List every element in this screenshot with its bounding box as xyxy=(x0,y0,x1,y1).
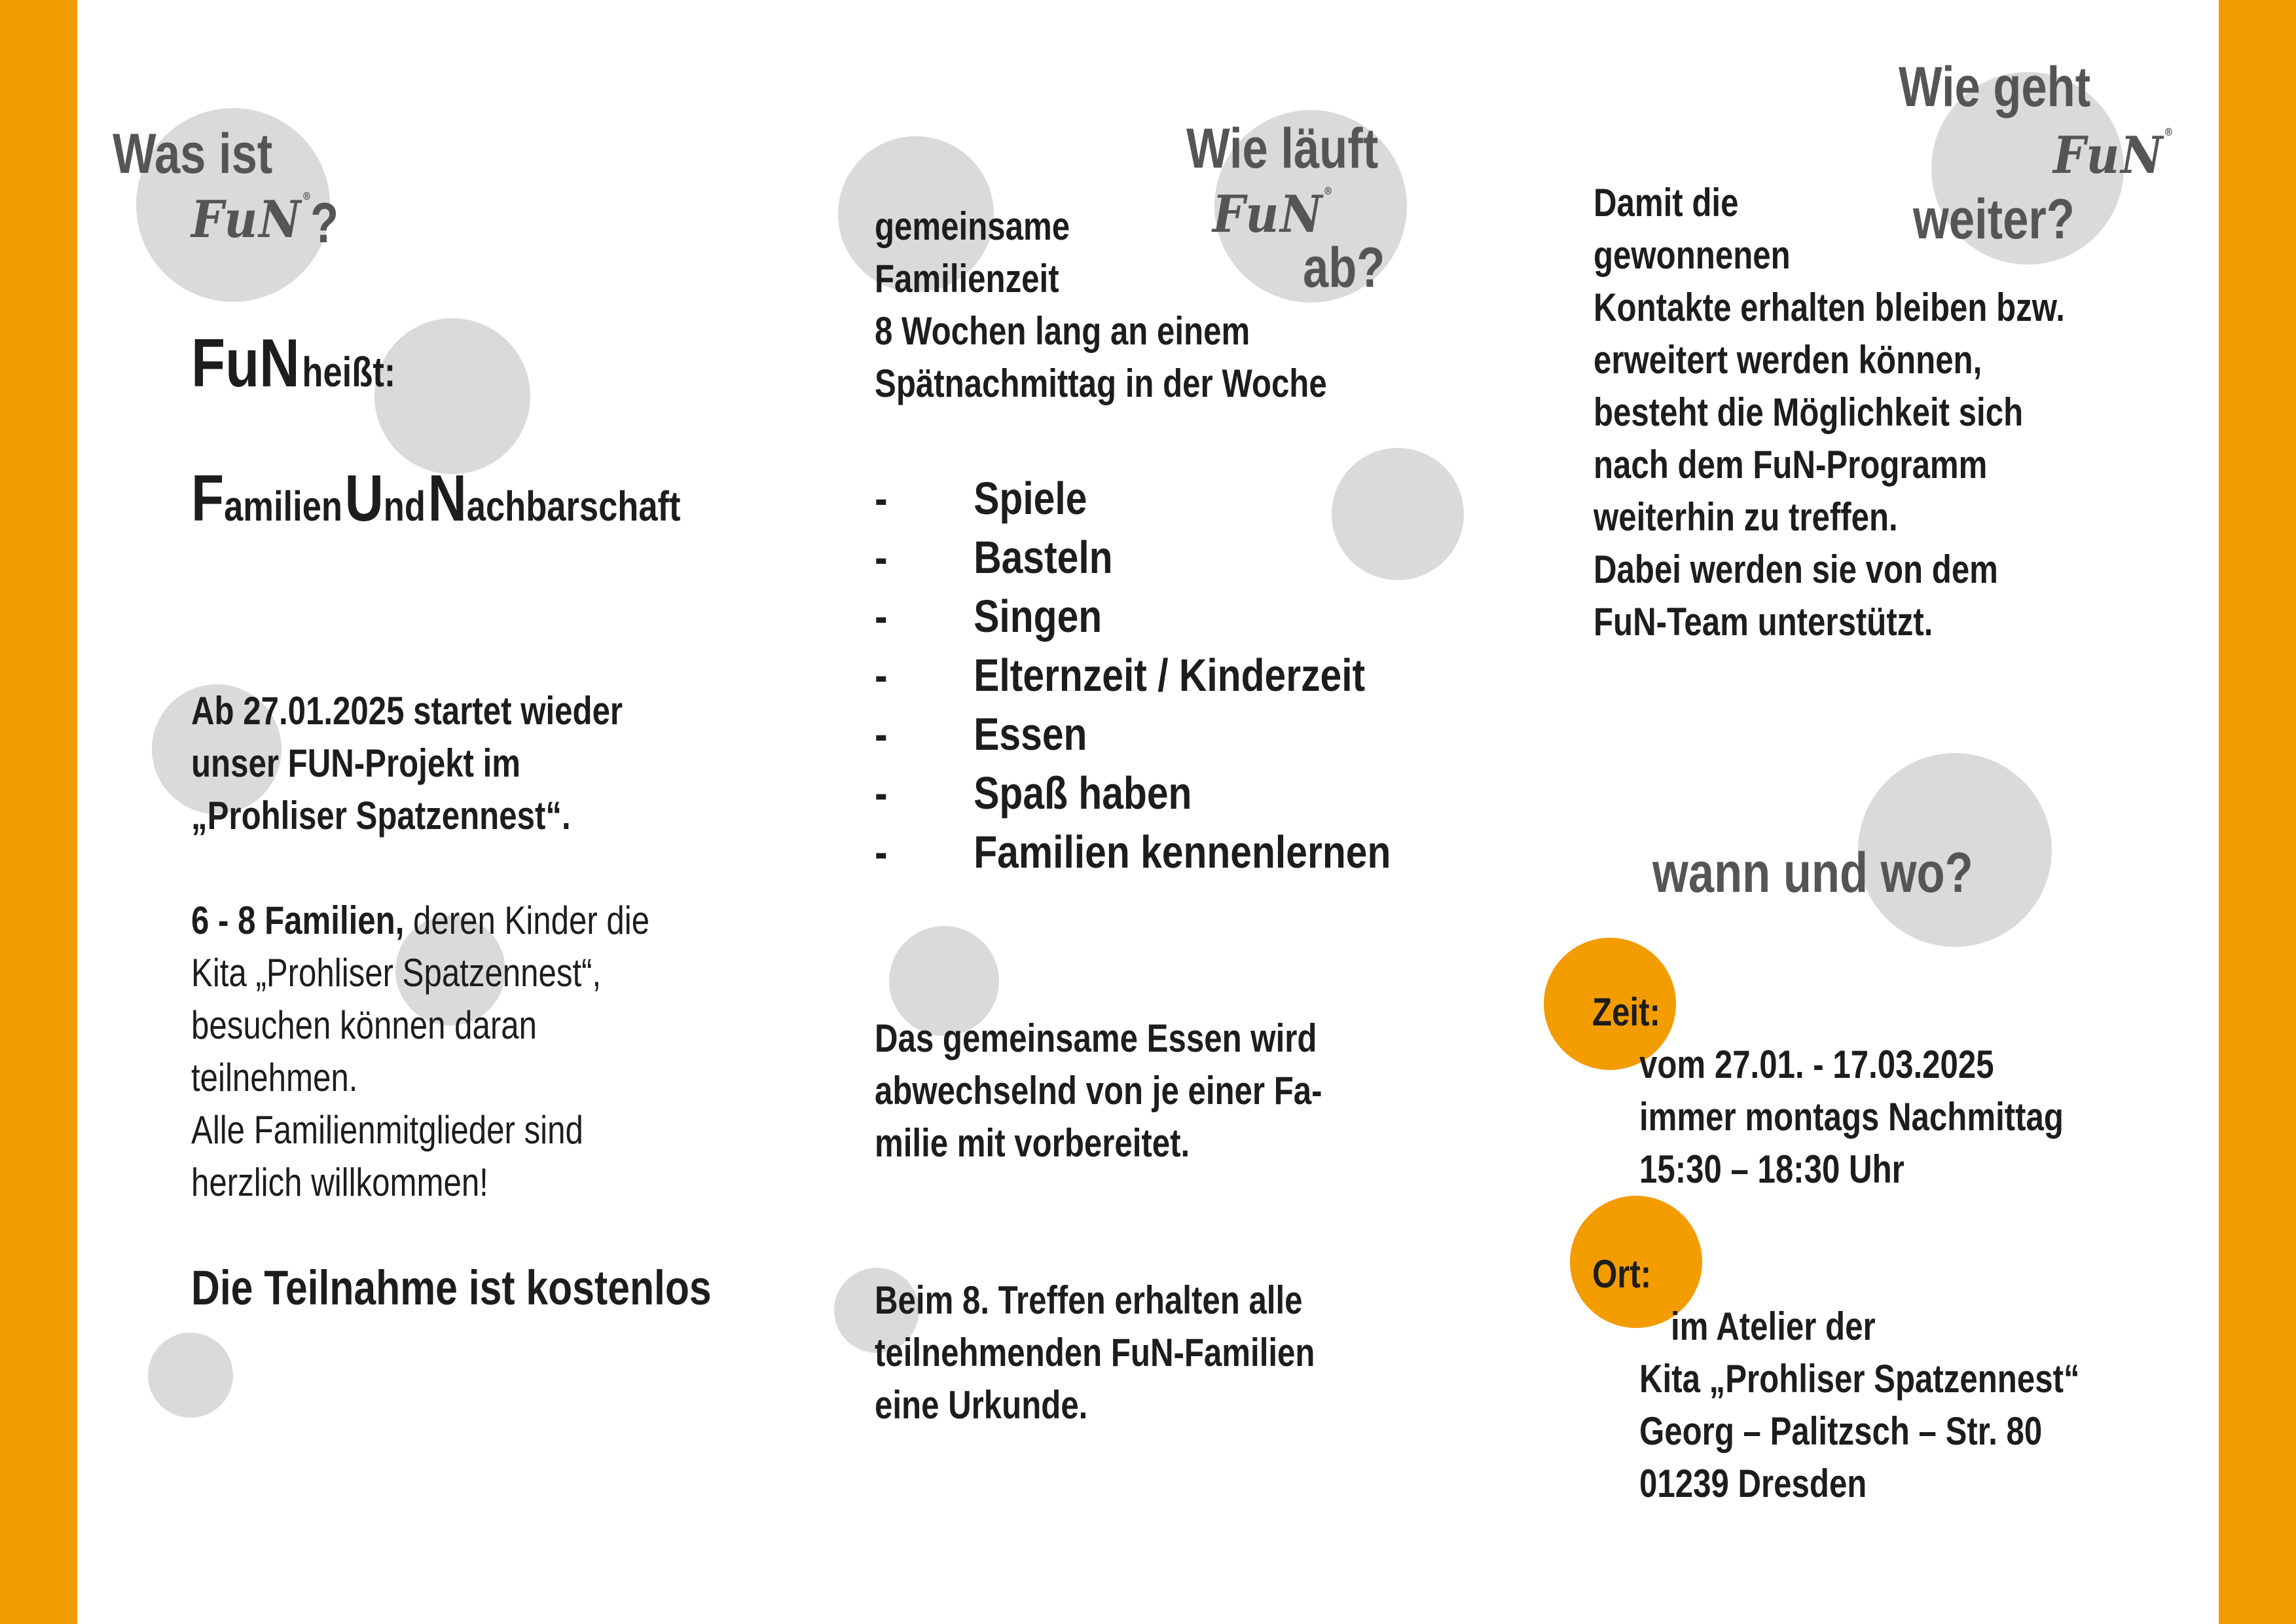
place-first-line: im Atelier der xyxy=(1671,1304,1876,1348)
start-line: „Prohliser Spatzennest“. xyxy=(191,794,571,838)
continue-line: nach dem FuN-Programm xyxy=(1594,443,1988,487)
acronym-u: U xyxy=(344,462,384,535)
list-dash: - xyxy=(875,826,888,877)
list-item xyxy=(875,469,1391,528)
time-line: immer montags Nachmittag xyxy=(1639,1095,2064,1139)
families-rest: deren Kinder die xyxy=(404,898,650,942)
families-line: Alle Familienmitglieder sind xyxy=(191,1108,583,1152)
left-orange-border xyxy=(0,0,77,1624)
list-item-label: Elternzeit / Kinderzeit xyxy=(974,650,1366,701)
list-item-label: Essen xyxy=(974,709,1087,760)
intro-line: Familienzeit xyxy=(875,257,1059,301)
intro-line: Spätnachmittag in der Woche xyxy=(875,361,1327,405)
list-dash: - xyxy=(875,650,888,701)
col3-heading: Wie geht xyxy=(1899,56,2091,119)
acronym-line xyxy=(191,461,680,536)
free-participation: Die Teilnahme ist kostenlos xyxy=(191,1261,712,1315)
continue-line: gewonnenen xyxy=(1594,233,1791,277)
start-paragraph xyxy=(191,685,623,842)
acronym-amilien: amilien xyxy=(224,483,342,530)
list-dash: - xyxy=(875,709,888,760)
certificate-line: Beim 8. Treffen erhalten alle xyxy=(875,1278,1303,1322)
continue-line: Damit die xyxy=(1594,181,1739,225)
list-item-label: Singen xyxy=(974,591,1102,642)
list-item xyxy=(875,705,1391,764)
acronym-achbarschaft: achbarschaft xyxy=(466,483,681,530)
acronym-n: N xyxy=(428,462,467,535)
time-line: 15:30 – 18:30 Uhr xyxy=(1639,1147,1904,1191)
acronym-f: F xyxy=(191,462,225,535)
col1-heading: Was ist xyxy=(113,122,273,185)
list-item-label: Familien kennenlernen xyxy=(974,826,1391,877)
families-line: teilnehmen. xyxy=(191,1056,358,1099)
time-label: Zeit: xyxy=(1592,990,1660,1034)
fun-logo: FuN® xyxy=(1212,185,1334,244)
list-item-label: Spiele xyxy=(974,473,1087,524)
list-item-label: Basteln xyxy=(974,532,1113,583)
list-dash: - xyxy=(875,591,888,642)
list-item xyxy=(875,764,1391,822)
place-label: Ort: xyxy=(1592,1252,1652,1296)
heisst-text: heißt: xyxy=(302,348,396,396)
families-paragraph xyxy=(191,895,649,1209)
families-line: Kita „Prohliser Spatzennest“, xyxy=(191,951,602,995)
when-where-heading: wann und wo? xyxy=(1652,841,1973,904)
families-line: besuchen können daran xyxy=(191,1003,537,1047)
continue-line: weiterhin zu treffen. xyxy=(1594,495,1898,539)
place-line: Kita „Prohliser Spatzennest“ xyxy=(1639,1357,2080,1401)
certificate-line: eine Urkunde. xyxy=(875,1383,1088,1427)
intro-line: gemeinsame xyxy=(875,204,1070,248)
fun-logo: FuN® xyxy=(191,190,313,249)
meal-line: abwechselnd von je einer Fa- xyxy=(875,1069,1322,1113)
fun-logo-text: FuN xyxy=(191,190,302,249)
fun-logo: FuN® xyxy=(2053,126,2175,185)
place-line: Georg – Palitzsch – Str. 80 xyxy=(1639,1409,2043,1453)
time-details xyxy=(1639,1039,2064,1196)
col3-heading-weiter: weiter? xyxy=(1913,188,2075,251)
acronym-nd: nd xyxy=(383,483,426,530)
intro-line: 8 Wochen lang an einem xyxy=(875,309,1250,353)
certificate-line: teilnehmenden FuN-Familien xyxy=(875,1331,1315,1375)
activities-list xyxy=(875,469,1391,881)
list-item xyxy=(875,587,1391,646)
start-line: unser FUN-Projekt im xyxy=(191,741,521,785)
place-details xyxy=(1639,1353,2080,1510)
place-line: 01239 Dresden xyxy=(1639,1462,1867,1505)
continue-paragraph xyxy=(1594,177,2065,648)
continue-line: besteht die Möglichkeit sich xyxy=(1594,390,2024,434)
fun-prefix: FuN xyxy=(191,325,300,401)
families-line: herzlich willkommen! xyxy=(191,1160,488,1204)
list-item xyxy=(875,822,1391,881)
meal-paragraph xyxy=(875,1012,1322,1170)
meal-line: Das gemeinsame Essen wird xyxy=(875,1016,1317,1060)
families-first-line xyxy=(191,895,649,947)
col2-heading: Wie läuft xyxy=(1186,117,1379,180)
list-item-label: Spaß haben xyxy=(974,767,1192,819)
bubble-decoration xyxy=(148,1333,233,1418)
continue-line: Dabei werden sie von dem xyxy=(1594,547,1998,591)
col2-heading-ab: ab? xyxy=(1303,236,1385,299)
meal-line: milie mit vorbereitet. xyxy=(875,1121,1190,1165)
fun-logo-text: FuN xyxy=(2053,126,2164,185)
continue-line: FuN-Team unterstützt. xyxy=(1594,600,1933,644)
fun-logo-text: FuN xyxy=(1212,185,1324,244)
intro-paragraph xyxy=(875,200,1327,410)
col1-heading-question: ? xyxy=(310,192,339,255)
time-line: vom 27.01. - 17.03.2025 xyxy=(1639,1043,1994,1086)
fun-heisst xyxy=(191,325,395,403)
continue-line: erweitert werden können, xyxy=(1594,338,1982,382)
continue-line: Kontakte erhalten bleiben bzw. xyxy=(1594,286,2065,329)
list-dash: - xyxy=(875,767,888,819)
start-line: Ab 27.01.2025 startet wieder xyxy=(191,689,623,733)
families-bold: 6 - 8 Familien, xyxy=(191,898,405,942)
list-item xyxy=(875,646,1391,705)
certificate-paragraph xyxy=(875,1274,1315,1431)
list-dash: - xyxy=(875,532,888,583)
list-item xyxy=(875,528,1391,587)
right-orange-border xyxy=(2219,0,2296,1624)
bubble-decoration xyxy=(374,318,530,474)
list-dash: - xyxy=(875,473,888,524)
